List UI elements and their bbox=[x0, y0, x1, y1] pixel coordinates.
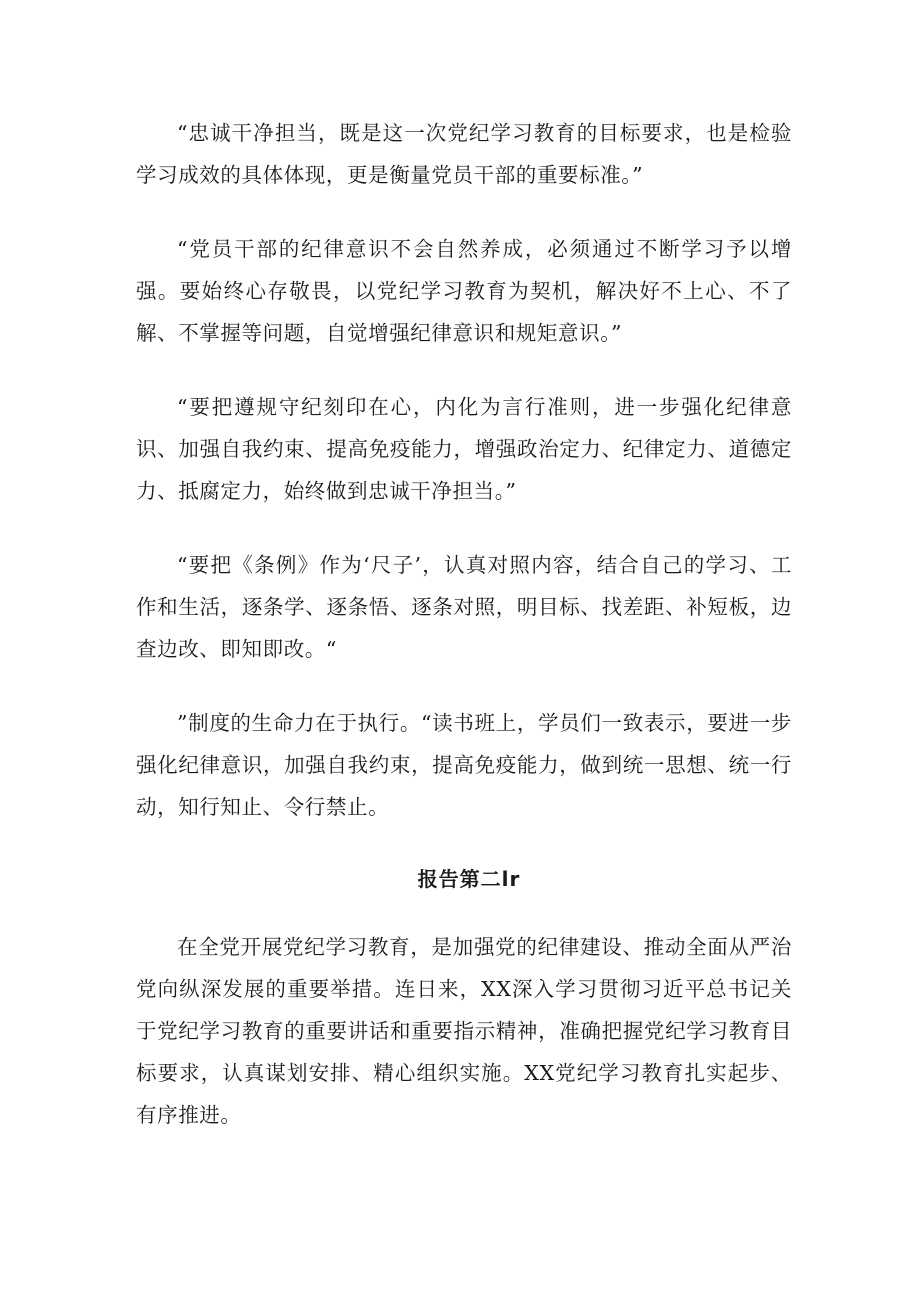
paragraph-2: “党员干部的纪律意识不会自然养成，必须通过不断学习予以增强。要始终心存敬畏，以党纪学习教育为契机，解决好不上心、不了解、不掌握等问题，自觉增强纪律意识和规矩意识。” bbox=[136, 237, 792, 345]
paragraph-4: “要把《条例》作为‘尺子’，认真对照内容，结合自己的学习、工作和生活，逐条学、逐条悟、逐条对照，明目标、找差距、补短板，边查边改、即知即改。“ bbox=[136, 553, 792, 661]
paragraph-final: 在全党开展党纪学习教育，是加强党的纪律建设、推动全面从严治党向纵深发展的重要举措。连日来，XX深入学习贯彻习近平总书记关于党纪学习教育的重要讲话和重要指示精神，准确把握党纪学习教育目标要求，认真谋划安排、精心组织实施。XX党纪学习教育扎实起步、有序推进。 bbox=[136, 935, 792, 1127]
paragraph-1: “忠诚干净担当，既是这一次党纪学习教育的目标要求，也是检验学习成效的具体体现，更是衡量党员干部的重要标准。” bbox=[136, 121, 792, 187]
paragraph-5: ”制度的生命力在于执行。“读书班上，学员们一致表示，要进一步强化纪律意识，加强自我约束，提高免疫能力，做到统一思想、统一行动，知行知止、令行禁止。 bbox=[136, 711, 792, 819]
section-heading: 报告第二lr bbox=[417, 867, 521, 891]
document-page bbox=[136, 112, 792, 1136]
paragraph-3: “要把遵规守纪刻印在心，内化为言行准则，进一步强化纪律意识、加强自我约束、提高免疫能力，增强政治定力、纪律定力、道德定力、抵腐定力，始终做到忠诚干净担当。” bbox=[136, 395, 792, 503]
